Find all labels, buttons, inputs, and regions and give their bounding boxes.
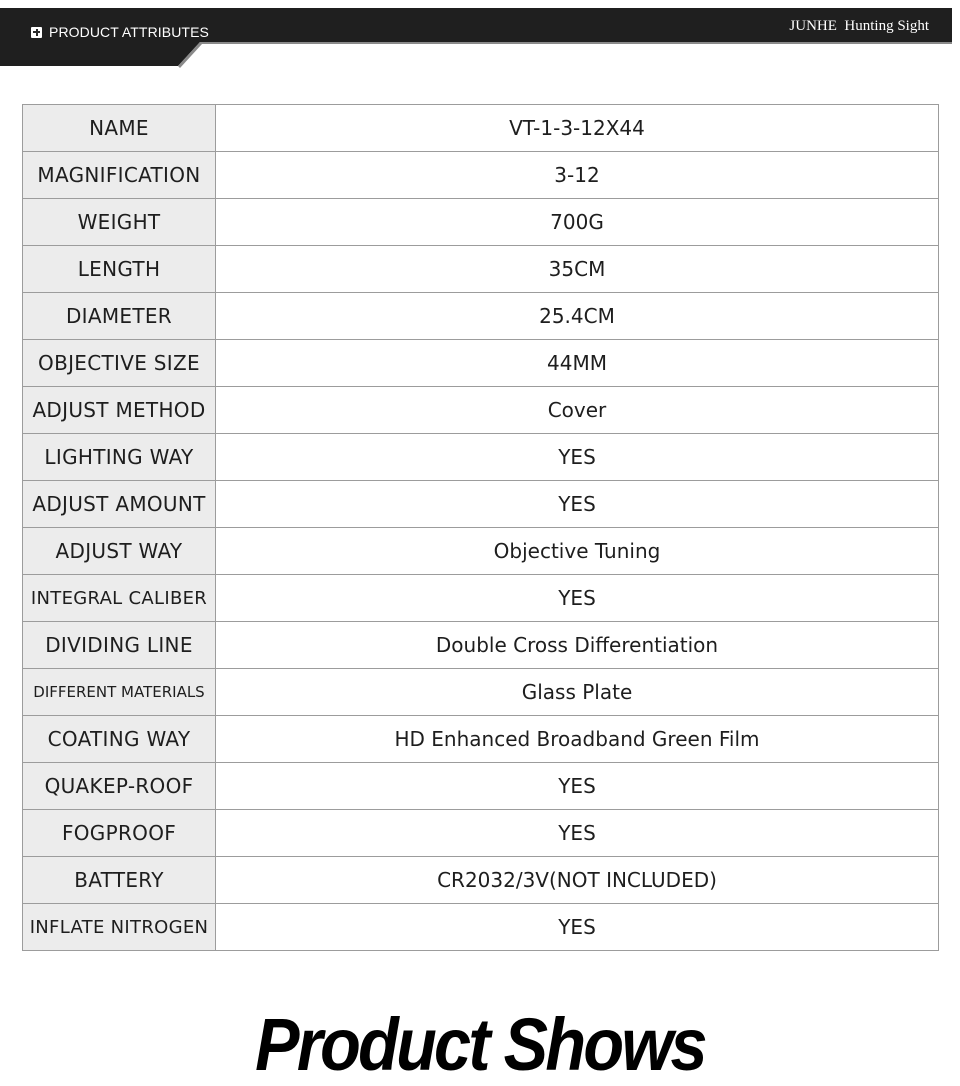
table-row (23, 575, 939, 622)
table-row (23, 904, 939, 951)
attribute-label: DIAMETER (23, 293, 216, 340)
table-row (23, 152, 939, 199)
table-row (23, 434, 939, 481)
attribute-label: OBJECTIVE SIZE (23, 340, 216, 387)
table-row (23, 199, 939, 246)
attribute-value: 35CM (216, 246, 939, 293)
attribute-label: ADJUST WAY (23, 528, 216, 575)
section-title (31, 23, 209, 41)
table-row (23, 528, 939, 575)
attribute-label: FOGPROOF (23, 810, 216, 857)
attribute-label: MAGNIFICATION (23, 152, 216, 199)
attribute-value: YES (216, 810, 939, 857)
table-row (23, 622, 939, 669)
brand-name: JUNHE Hunting Sight (789, 18, 929, 34)
attribute-value: Double Cross Differentiation (216, 622, 939, 669)
table-row (23, 340, 939, 387)
attribute-label: LENGTH (23, 246, 216, 293)
table-row (23, 763, 939, 810)
table-row (23, 810, 939, 857)
attribute-value: Cover (216, 387, 939, 434)
attribute-value: 700G (216, 199, 939, 246)
attribute-value: YES (216, 763, 939, 810)
attribute-value: VT-1-3-12X44 (216, 105, 939, 152)
attribute-value: YES (216, 575, 939, 622)
attribute-label: LIGHTING WAY (23, 434, 216, 481)
section-banner (0, 8, 960, 68)
attribute-value: 3-12 (216, 152, 939, 199)
attribute-label: DIFFERENT MATERIALS (23, 669, 216, 716)
plus-square-icon (31, 27, 42, 38)
attribute-value: CR2032/3V(NOT INCLUDED) (216, 857, 939, 904)
attribute-label: BATTERY (23, 857, 216, 904)
attribute-value: Glass Plate (216, 669, 939, 716)
attribute-label: WEIGHT (23, 199, 216, 246)
table-row (23, 293, 939, 340)
attribute-value: YES (216, 434, 939, 481)
attribute-value: 25.4CM (216, 293, 939, 340)
table-row (23, 246, 939, 293)
table-row (23, 669, 939, 716)
table-row (23, 857, 939, 904)
attribute-value: YES (216, 904, 939, 951)
attribute-label: COATING WAY (23, 716, 216, 763)
table-row (23, 387, 939, 434)
attribute-label: ADJUST AMOUNT (23, 481, 216, 528)
attribute-label: INTEGRAL CALIBER (23, 575, 216, 622)
attribute-value: 44MM (216, 340, 939, 387)
attribute-label: INFLATE NITROGEN (23, 904, 216, 951)
attributes-table (22, 104, 939, 951)
attribute-value: HD Enhanced Broadband Green Film (216, 716, 939, 763)
attribute-label: DIVIDING LINE (23, 622, 216, 669)
table-row (23, 481, 939, 528)
table-row (23, 716, 939, 763)
attribute-value: YES (216, 481, 939, 528)
product-shows-heading: Product Shows (255, 1003, 705, 1086)
attribute-label: ADJUST METHOD (23, 387, 216, 434)
attribute-label: QUAKEP-ROOF (23, 763, 216, 810)
section-title-text: PRODUCT ATTRIBUTES (49, 24, 209, 40)
attribute-value: Objective Tuning (216, 528, 939, 575)
table-row (23, 105, 939, 152)
attribute-label: NAME (23, 105, 216, 152)
